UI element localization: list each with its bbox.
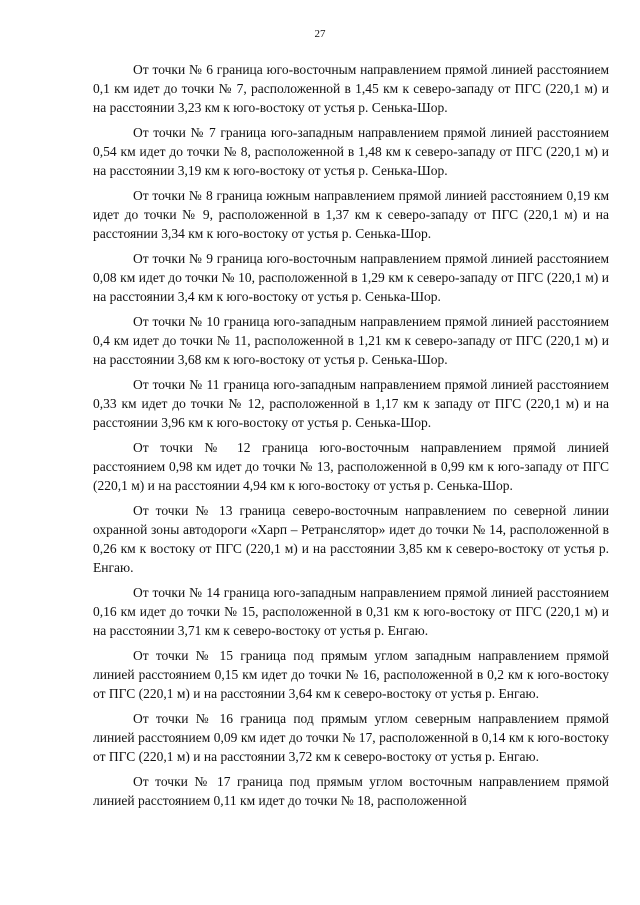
paragraph-point-13: От точки № 13 граница северо-восточным направлением по северной линии охранной зоны автодороги «Харп – Ретранслятор» идет до точки № 14, расположенной в 0,26 км к востоку от ПГС (220,1 м) и на расстоянии 3,85 км к северо-востоку от устья р. Енгаю.	[93, 503, 609, 575]
paragraph-point-9: От точки № 9 граница юго-восточным направлением прямой линией расстоянием 0,08 км идет до точки № 10, расположенной в 1,29 км к северо-западу от ПГС (220,1 м) и на расстоянии 3,4 км к юго-востоку от устья р. Сенька-Шор.	[93, 251, 609, 304]
paragraph-point-15: От точки № 15 граница под прямым углом западным направлением прямой линией расстоянием 0,15 км идет до точки № 16, расположенной в 0,2 км к юго-востоку от ПГС (220,1 м) и на расстоянии 3,64 км к северо-востоку от устья р. Енгаю.	[93, 648, 609, 701]
paragraph-point-12: От точки № 12 граница юго-восточным направлением прямой линией расстоянием 0,98 км идет до точки № 13, расположенной в 0,99 км к юго-западу от ПГС (220,1 м) и на расстоянии 4,94 км к юго-востоку от устья р. Сенька-Шор.	[93, 440, 609, 493]
document-body	[93, 60, 609, 816]
paragraph-point-10: От точки № 10 граница юго-западным направлением прямой линией расстоянием 0,4 км идет до точки № 11, расположенной в 1,21 км к северо-западу от ПГС (220,1 м) и на расстоянии 3,68 км к юго-востоку от устья р. Сенька-Шор.	[93, 314, 609, 367]
paragraph-point-7: От точки № 7 граница юго-западным направлением прямой линией расстоянием 0,54 км идет до точки № 8, расположенной в 1,48 км к северо-западу от ПГС (220,1 м) и на расстоянии 3,19 км к юго-востоку от устья р. Сенька-Шор.	[93, 125, 609, 178]
paragraph-point-14: От точки № 14 граница юго-западным направлением прямой линией расстоянием 0,16 км идет до точки № 15, расположенной в 0,31 км к юго-востоку от ПГС (220,1 м) и на расстоянии 3,71 км к северо-востоку от устья р. Енгаю.	[93, 585, 609, 638]
paragraph-point-11: От точки № 11 граница юго-западным направлением прямой линией расстоянием 0,33 км идет до точки № 12, расположенной в 1,17 км к западу от ПГС (220,1 м) и на расстоянии 3,96 км к юго-востоку от устья р. Сенька-Шор.	[93, 377, 609, 430]
paragraph-point-6: От точки № 6 граница юго-восточным направлением прямой линией расстоянием 0,1 км идет до точки № 7, расположенной в 1,45 км к северо-западу от ПГС (220,1 м) и на расстоянии 3,23 км к юго-востоку от устья р. Сенька-Шор.	[93, 62, 609, 115]
paragraph-point-8: От точки № 8 граница южным направлением прямой линией расстоянием 0,19 км идет до точки № 9, расположенной в 1,37 км к северо-западу от ПГС (220,1 м) и на расстоянии 3,34 км к юго-востоку от устья р. Сенька-Шор.	[93, 188, 609, 241]
paragraph-point-16: От точки № 16 граница под прямым углом северным направлением прямой линией расстоянием 0,09 км идет до точки № 17, расположенной в 0,14 км к юго-востоку от ПГС (220,1 м) и на расстоянии 3,72 км к северо-востоку от устья р. Енгаю.	[93, 711, 609, 764]
page-number: 27	[314, 28, 326, 40]
paragraph-point-17: От точки № 17 граница под прямым углом восточным направлением прямой линией расстоянием 0,11 км идет до точки № 18, расположенной	[93, 774, 609, 808]
